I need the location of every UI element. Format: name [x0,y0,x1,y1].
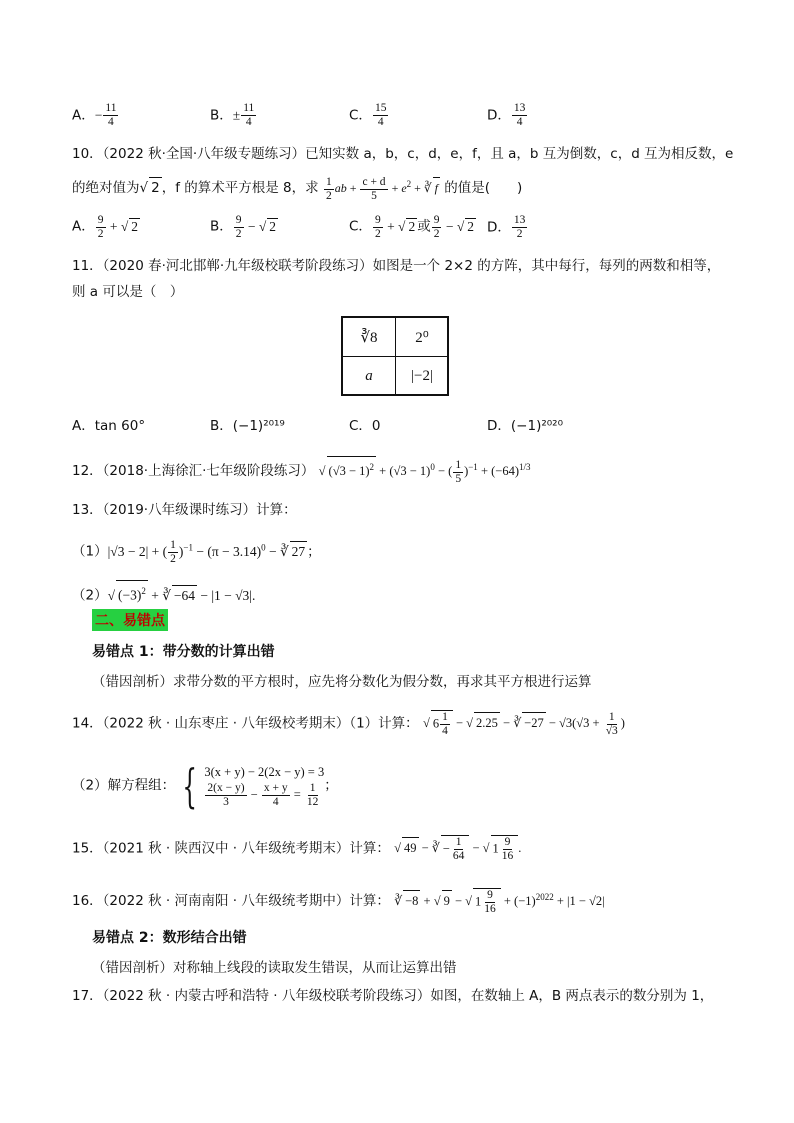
q10-option-b[interactable] [210,214,278,241]
q9-option-a[interactable] [72,102,119,129]
q11-option-a[interactable]: A．tan 60° [72,418,146,434]
q11-option-d[interactable]: D．(−1)²⁰²⁰ [487,418,563,434]
option-label: C． [349,218,372,235]
equation-1: 3(x + y) − 2(2x − y) = 3 [204,765,325,779]
q11-option-c[interactable]: C．0 [349,418,381,434]
error-point-2-desc: （错因剖析）对称轴上线段的读取发生错误，从而让运算出错 [92,960,457,976]
text: 的值是( ) [444,180,523,196]
q12-stem [72,456,754,486]
section-heading: 二、易错点 [92,609,168,631]
error-point-1-desc: （错因剖析）求带分数的平方根时，应先将分数化为假分数，再求其平方根进行运算 [92,674,592,690]
q14-expression: √ 6 $\frac{1}{4}$ − √ 2.25 − ∛ −27 − √3(√3 + $\frac{1}{√3}$ ) [422,711,625,737]
fraction [512,102,528,129]
option-expression-2: $\frac{9}{2}$ − √ 2 [433,214,474,240]
q16-expression: ∛ −8 + √ 9 − √ 1 $\frac{9}{16}$ + $(-1)^{2022} + |1 - √2|$ [394,888,605,915]
fraction [373,102,389,129]
fraction [512,214,528,241]
option-label: D． [487,219,511,236]
fraction [241,102,256,129]
matrix-2x2 [341,316,449,396]
part-label: （2） [72,587,108,604]
cell-bottom-left: a [365,367,373,384]
option-label: A． [72,218,95,235]
error-point-2-title: 易错点 2：数形结合出错 [92,930,247,946]
q14-stem [72,710,754,738]
q10-option-c[interactable] [349,214,476,241]
text: 14．（2022 秋 · 山东枣庄 · 八年级校考期末）（1）计算： [72,715,419,732]
part-label: （2）解方程组： [72,777,176,794]
denominator: 4 [377,116,384,128]
q9-option-d[interactable] [487,102,528,129]
q10-expression: $\frac{1}{2}$ ab + $\frac{c + d}{5}$ + $e^2$ + ∛ f [325,175,438,202]
q15-stem [72,835,754,863]
part-label: （1） [72,543,108,560]
text: ，f 的算术平方根是 8，求 [161,180,319,196]
denominator: 4 [516,116,523,128]
numerator: 15 [374,102,387,114]
numerator: 13 [513,214,526,226]
q11-stem-line1: 11．（2020 春·河北邯郸·九年级校联考阶段练习）如图是一个 2×2 的方阵，其中每行，每列的两数和相等， [72,258,721,274]
q12-expression: √ $(√3 - 1)^2 + (√3 - 1)^0$ − ( $\frac{1}{5}$ )$^{-1} + (-64)^{1/3}$ [319,464,531,478]
cell-bottom-right: |−2| [411,367,433,384]
q13-stem: 13．（2019·八年级课时练习）计算： [72,502,297,518]
q10-option-d[interactable] [487,214,528,241]
q13-part1 [72,537,754,566]
sign: ± [232,107,241,123]
q14-part2 [72,758,754,813]
denominator: 4 [108,116,114,128]
option-label: A． [72,107,95,124]
option-expression: $\frac{9}{2}$ + √ 2 [374,214,416,240]
sign: − [94,107,103,123]
option-expression: $\frac{9}{2}$ − √ 2 [235,214,277,240]
or-text: 或 [417,218,431,235]
error-point-1-title: 易错点 1：带分数的计算出错 [92,644,275,660]
denominator: 2 [516,228,523,240]
text: 的绝对值为 [72,180,140,196]
q11-stem-line2: 则 a 可以是（ ） [72,284,184,300]
text: 16．（2022 秋 · 河南南阳 · 八年级统考期中）计算： [72,893,390,910]
cell-top-right: 2⁰ [415,329,429,346]
q9-option-c[interactable] [349,102,389,129]
option-expression: $\frac{9}{2}$ + √ 2 [97,214,139,240]
fraction [103,102,118,129]
sqrt-2: √ 2 [140,180,162,196]
q13-part2 [72,580,754,606]
denominator: 4 [245,116,252,128]
q16-stem [72,887,754,916]
text: 15．（2021 秋 · 陕西汉中 · 八年级统考期末）计算： [72,840,390,857]
q13-expression-2: √ $(-3)^2$ + ∛ −64 − |1 − √3|. [108,588,256,603]
equation-system [204,762,324,809]
q10-stem-line1: 10．（2022 秋·全国·八年级专题练习）已知实数 a，b，c，d，e，f，且 a，b 互为倒数，c，d 互为相反数，e [72,146,734,162]
q17-stem: 17．（2022 秋 · 内蒙古呼和浩特 · 八年级校联考阶段练习）如图，在数轴上 A，B 两点表示的数分别为 1， [72,988,714,1004]
q10-option-a[interactable] [72,214,140,241]
cell-top-left: ∛8 [360,329,378,346]
text: ； [324,777,338,794]
option-label: D． [487,107,511,124]
equation-2: $\frac{2(x - y)}{3}$ − $\frac{x + y}{4}$ = $\frac{1}{12}$ [207,782,319,808]
option-label: C． [349,107,372,124]
q10-stem-line2 [72,174,754,203]
option-label: B． [210,218,233,235]
numerator: 11 [105,102,117,114]
brace-icon: { [182,758,198,813]
q11-option-b[interactable]: B．(−1)²⁰¹⁹ [210,418,285,434]
q13-expression-1: |√3 − 2| + ( $\frac{1}{2}$ )$^{-1} - (\pi - 3.14)^0$ − ∛ 27 ； [107,538,321,565]
option-label: B． [210,107,233,124]
numerator: 13 [513,102,526,114]
text: 12．（2018·上海徐汇·七年级阶段练习） [72,463,315,480]
q15-expression: √ 49 − ∛ − $\frac{1}{64}$ − √ 1 $\frac{9}{16}$ . [394,836,522,862]
numerator: 11 [243,102,255,114]
q9-option-b[interactable] [210,102,257,129]
